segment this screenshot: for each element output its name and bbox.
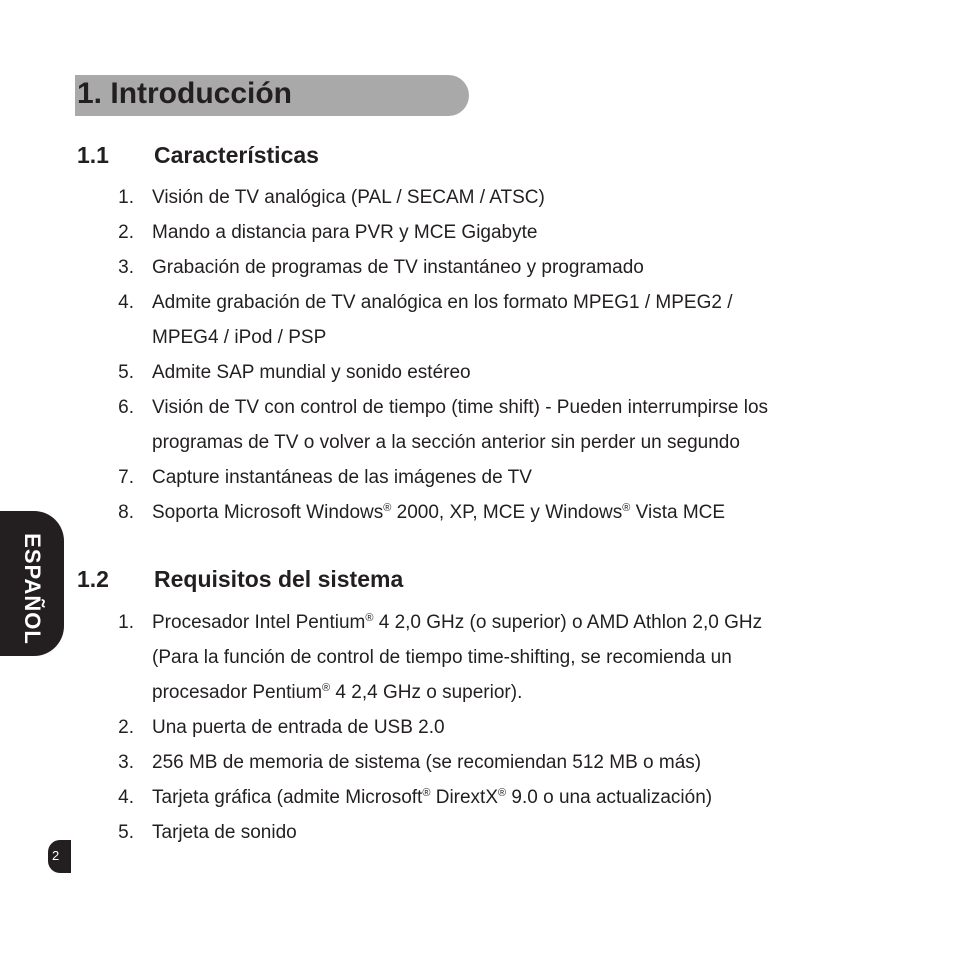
- requirements-list: [108, 605, 888, 850]
- list-item: [108, 215, 888, 250]
- registered-mark: ®: [422, 787, 431, 799]
- item-text-line: MPEG4 / iPod / PSP: [152, 327, 327, 348]
- item-text: Tarjeta gráfica (admite Microsoft: [152, 787, 423, 808]
- registered-mark: ®: [498, 787, 507, 799]
- item-text: 9.0 o una actualización): [506, 787, 713, 808]
- page-number: 2: [52, 848, 60, 863]
- list-item: [108, 710, 888, 745]
- list-item: [108, 390, 888, 460]
- item-text: Soporta Microsoft Windows: [152, 502, 384, 523]
- list-item: [108, 605, 888, 710]
- item-number: 3.: [118, 257, 134, 278]
- section-heading-requisitos: [77, 565, 403, 593]
- list-item: [108, 285, 888, 355]
- item-number: 7.: [118, 467, 134, 488]
- item-text: Vista MCE: [630, 502, 726, 523]
- section-number: 1.2: [77, 566, 109, 592]
- list-item: [108, 460, 888, 495]
- item-number: 5.: [118, 362, 134, 383]
- item-text-line: Visión de TV con control de tiempo (time shift) - Pueden interrumpirse los: [152, 397, 769, 418]
- list-item: [108, 495, 888, 530]
- item-number: 1.: [118, 612, 134, 633]
- item-number: 5.: [118, 822, 134, 843]
- item-text: 256 MB de memoria de sistema (se recomiendan 512 MB o más): [152, 752, 702, 773]
- section-heading-caracteristicas: [77, 141, 319, 169]
- item-text: Tarjeta de sonido: [152, 822, 297, 843]
- item-text: Admite SAP mundial y sonido estéreo: [152, 362, 471, 383]
- section-title: Características: [154, 142, 319, 168]
- list-item: [108, 745, 888, 780]
- item-text: Una puerta de entrada de USB 2.0: [152, 717, 445, 738]
- item-text: 4 2,0 GHz (o superior) o AMD Athlon 2,0 GHz: [373, 612, 763, 633]
- item-number: 3.: [118, 752, 134, 773]
- item-text: Procesador Intel Pentium: [152, 612, 366, 633]
- item-text: DirextX: [430, 787, 499, 808]
- item-text: Grabación de programas de TV instantáneo y programado: [152, 257, 644, 278]
- registered-mark: ®: [383, 502, 392, 514]
- item-text: Mando a distancia para PVR y MCE Gigabyte: [152, 222, 538, 243]
- features-list: [108, 180, 888, 530]
- item-text: 2000, XP, MCE y Windows: [391, 502, 623, 523]
- item-number: 2.: [118, 717, 134, 738]
- list-item: [108, 355, 888, 390]
- item-number: 2.: [118, 222, 134, 243]
- list-item: [108, 815, 888, 850]
- item-text: Visión de TV analógica (PAL / SECAM / ATSC): [152, 187, 545, 208]
- registered-mark: ®: [365, 612, 374, 624]
- list-item: [108, 250, 888, 285]
- item-number: 1.: [118, 187, 134, 208]
- item-text: Capture instantáneas de las imágenes de TV: [152, 467, 532, 488]
- list-item: [108, 780, 888, 815]
- section-number: 1.1: [77, 142, 109, 168]
- item-number: 6.: [118, 397, 134, 418]
- language-label: ESPAÑOL: [20, 533, 45, 645]
- item-text-line: procesador Pentium: [152, 682, 323, 703]
- list-item: [108, 180, 888, 215]
- chapter-title: 1. Introducción: [77, 77, 293, 110]
- item-number: 4.: [118, 292, 134, 313]
- language-side-tab: [0, 511, 64, 656]
- item-number: 4.: [118, 787, 134, 808]
- registered-mark: ®: [322, 682, 331, 694]
- item-text-line: Admite grabación de TV analógica en los formato MPEG1 / MPEG2 /: [152, 292, 733, 313]
- item-text-line: (Para la función de control de tiempo time-shifting, se recomienda un: [152, 647, 732, 668]
- section-title: Requisitos del sistema: [154, 566, 404, 592]
- item-number: 8.: [118, 502, 134, 523]
- item-text-line: programas de TV o volver a la sección anterior sin perder un segundo: [152, 432, 740, 453]
- registered-mark: ®: [622, 502, 631, 514]
- item-text-line: 4 2,4 GHz o superior).: [330, 682, 523, 703]
